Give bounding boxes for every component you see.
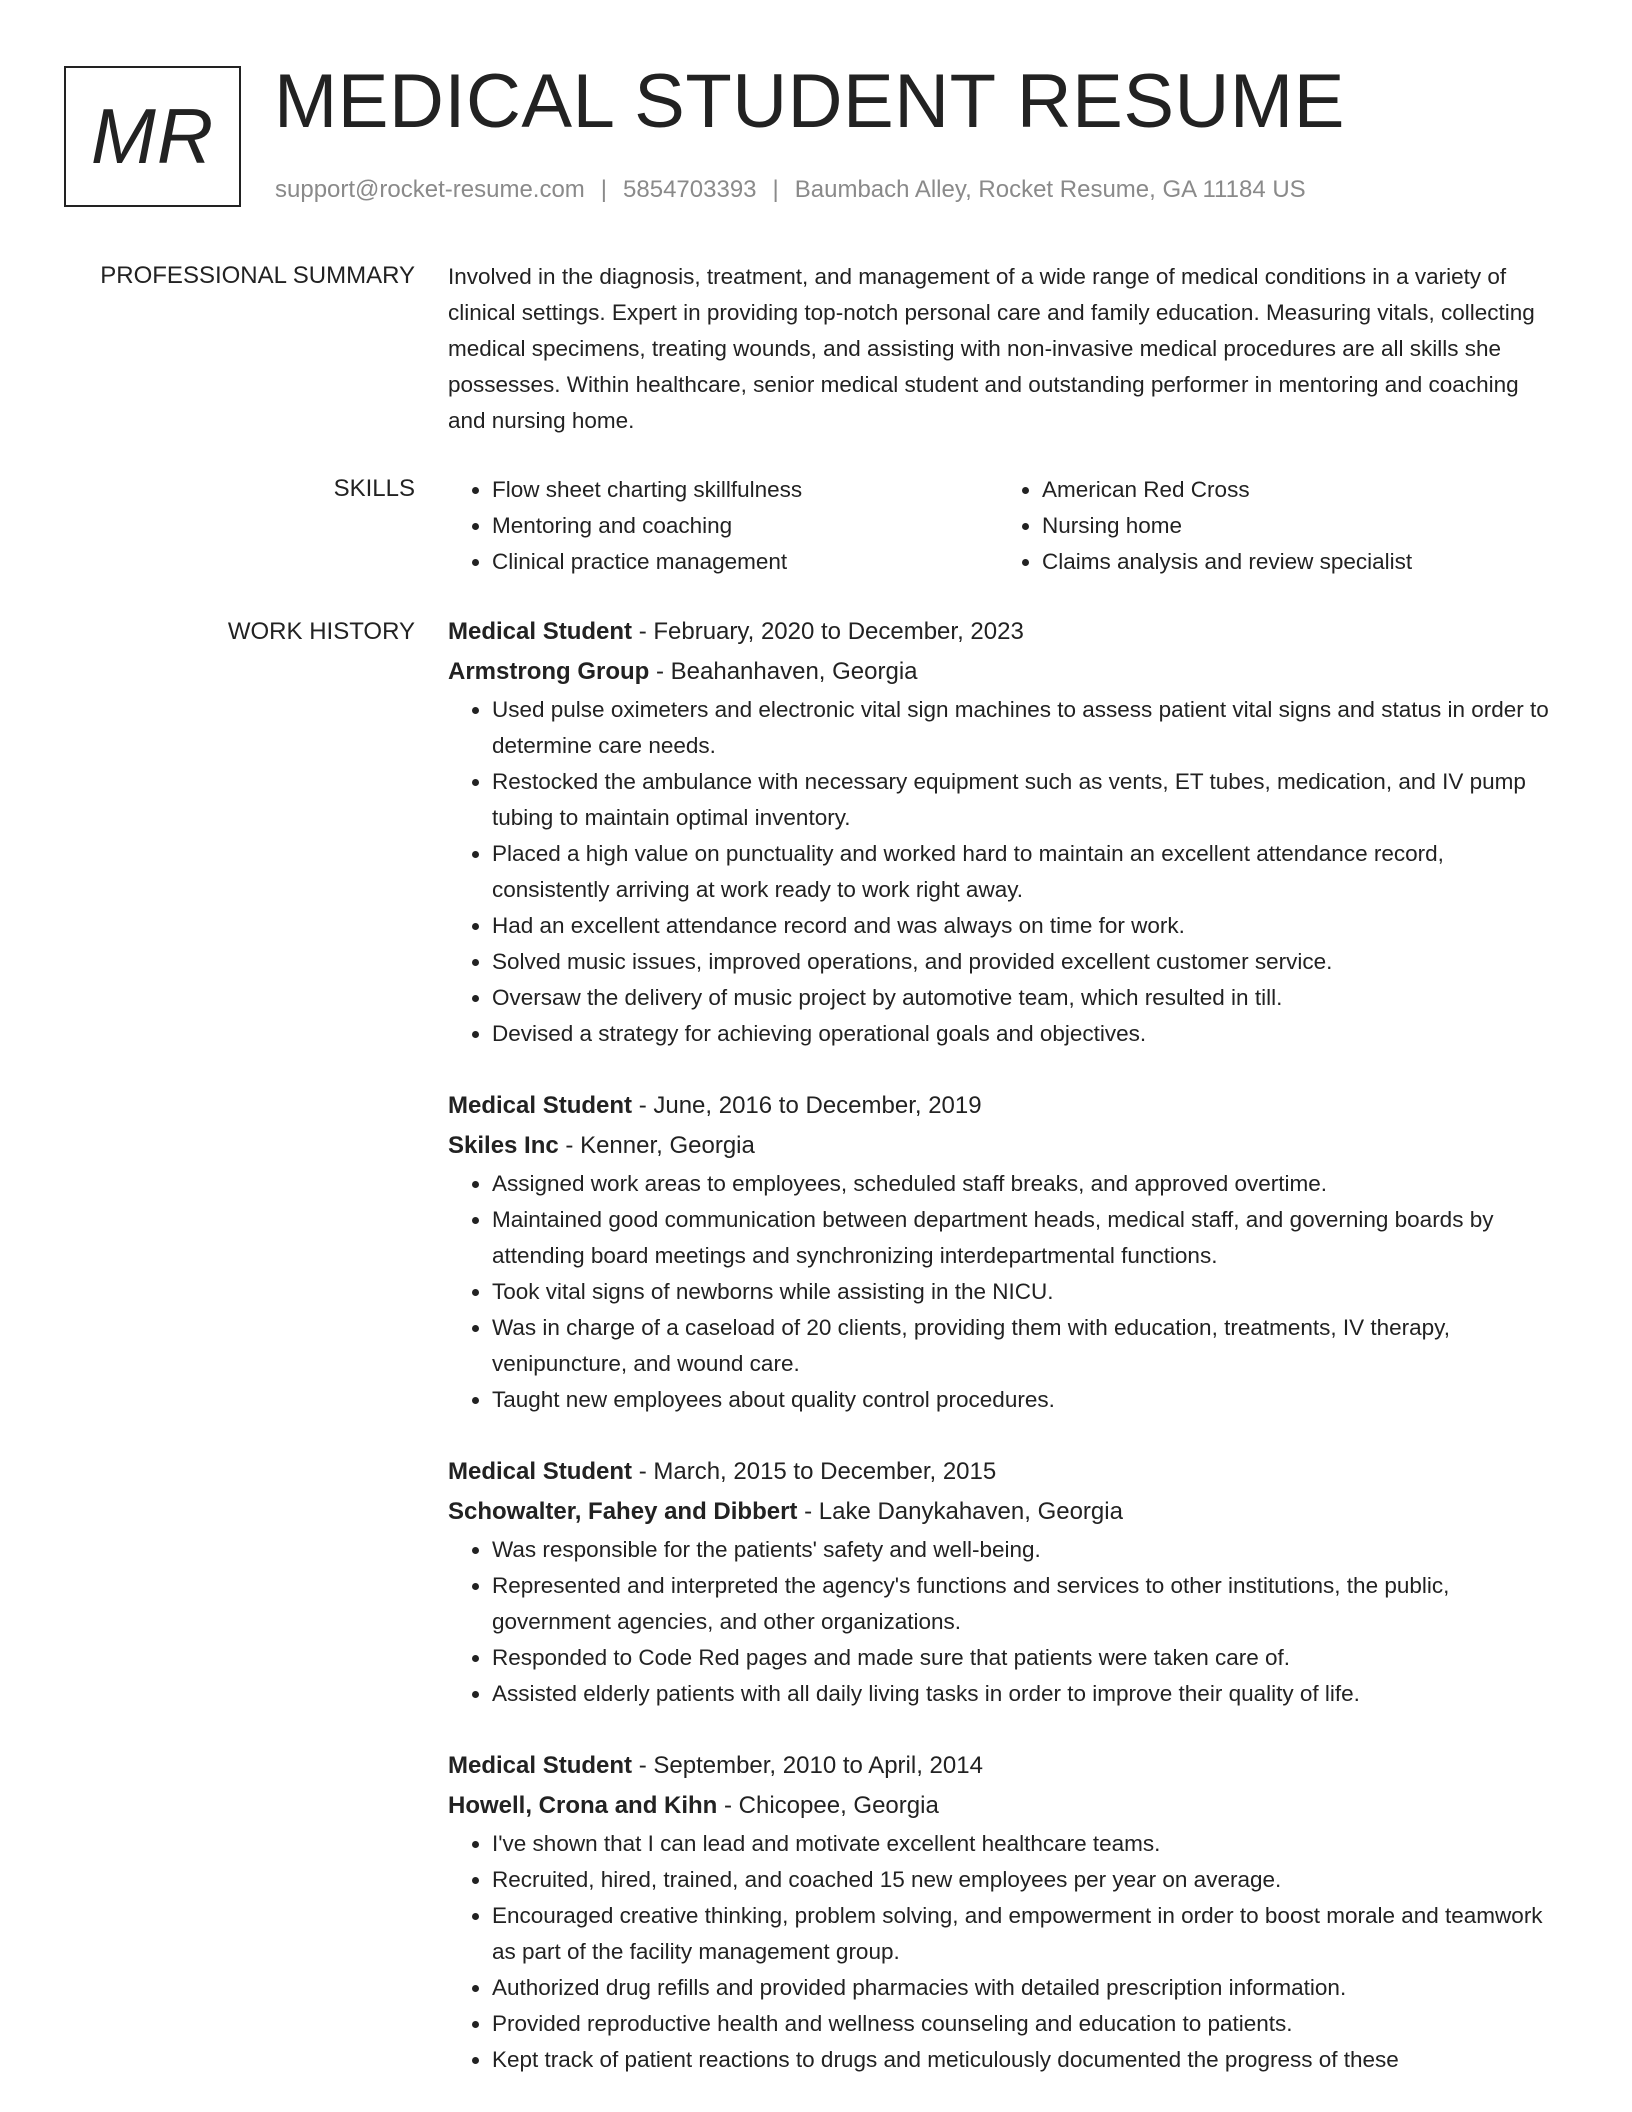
job-dates: - June, 2016 to December, 2019 [632,1092,982,1119]
skill-item: • Clinical practice management [492,544,998,580]
skill-item: • American Red Cross [1042,472,1558,508]
job-bullet: • I've shown that I can lead and motivate excellent healthcare teams. [492,1826,1558,1862]
skills-list-left [448,472,998,580]
job-bullet: • Encouraged creative thinking, problem solving, and empowerment in order to boost morale and teamwork as part of the facility management group. [492,1898,1558,1970]
job-bullet: • Represented and interpreted the agency's functions and services to other institutions, the public, government agencies, and other organizations. [492,1568,1558,1640]
job-entry [448,612,1558,1052]
job-location: - Chicopee, Georgia [717,1792,939,1819]
contact-separator: | [600,176,608,203]
job-title: Medical Student [448,1458,633,1485]
job-bullet: • Had an excellent attendance record and was always on time for work. [492,908,1558,944]
job-title-line [448,612,1558,652]
job-company: Schowalter, Fahey and Dibbert [448,1498,798,1525]
work-history-heading: WORK HISTORY [227,618,415,645]
skills-heading: SKILLS [333,475,415,502]
job-bullets [448,692,1558,1052]
job-company-line [448,1492,1558,1532]
job-bullet: • Assigned work areas to employees, scheduled staff breaks, and approved overtime. [492,1166,1558,1202]
job-company: Armstrong Group [448,658,650,685]
job-location: - Kenner, Georgia [558,1132,755,1159]
monogram-logo: MR [64,66,241,207]
job-bullet: • Solved music issues, improved operations, and provided excellent customer service. [492,944,1558,980]
skill-item: • Flow sheet charting skillfulness [492,472,998,508]
job-bullet: • Restocked the ambulance with necessary equipment such as vents, ET tubes, medication, and IV pump tubing to maintain optimal inventory. [492,764,1558,836]
job-bullet: • Recruited, hired, trained, and coached 15 new employees per year on average. [492,1862,1558,1898]
job-bullet: • Devised a strategy for achieving operational goals and objectives. [492,1016,1558,1052]
job-entry [448,1452,1558,1712]
job-bullet: • Placed a high value on punctuality and worked hard to maintain an excellent attendance record, consistently arriving at work ready to work right away. [492,836,1558,908]
job-bullet: • Was responsible for the patients' safety and well-being. [492,1532,1558,1568]
job-bullet: • Used pulse oximeters and electronic vital sign machines to assess patient vital signs and status in order to determine care needs. [492,692,1558,764]
page-title: MEDICAL STUDENT RESUME [274,59,1345,144]
contact-line [275,174,1306,206]
summary-text: Involved in the diagnosis, treatment, and management of a wide range of medical conditions in a variety of clinical settings. Expert in providing top-notch personal care and family education. Measuring vitals, collecting medical specimens, treating wounds, and assisting with non-invasive medical procedures are all skills she possesses. Within healthcare, senior medical student and outstanding performer in mentoring and coaching and nursing home. [448,264,1535,433]
contact-address: Baumbach Alley, Rocket Resume, GA 11184 US [794,176,1306,203]
job-company-line [448,1786,1558,1826]
summary-heading: PROFESSIONAL SUMMARY [100,262,415,289]
contact-email[interactable]: support@rocket-resume.com [275,176,585,203]
job-company: Skiles Inc [448,1132,559,1159]
job-title-line [448,1746,1558,1786]
job-dates: - February, 2020 to December, 2023 [632,618,1024,645]
contact-separator: | [772,176,779,203]
job-company: Howell, Crona and Kihn [448,1792,718,1819]
work-history-body [448,612,1558,2112]
job-title: Medical Student [448,1752,633,1779]
job-bullet: • Took vital signs of newborns while assisting in the NICU. [492,1274,1558,1310]
job-company-line [448,1126,1558,1166]
job-bullet: • Was in charge of a caseload of 20 clients, providing them with education, treatments, IV therapy, venipuncture, and wound care. [492,1310,1558,1382]
job-location: - Beahanhaven, Georgia [649,658,918,685]
job-entry [448,1746,1558,2078]
skill-item: • Mentoring and coaching [492,508,998,544]
job-dates: - September, 2010 to April, 2014 [632,1752,983,1779]
job-bullets [448,1532,1558,1712]
job-bullet: • Assisted elderly patients with all daily living tasks in order to improve their quality of life. [492,1676,1558,1712]
skill-item: • Claims analysis and review specialist [1042,544,1558,580]
job-bullet: • Maintained good communication between department heads, medical staff, and governing boards by attending board meetings and synchronizing interdepartmental functions. [492,1202,1558,1274]
job-location: - Lake Danykahaven, Georgia [797,1498,1123,1525]
skills-list-right [998,472,1558,580]
job-company-line [448,652,1558,692]
job-dates: - March, 2015 to December, 2015 [632,1458,997,1485]
job-bullet: • Taught new employees about quality control procedures. [492,1382,1558,1418]
job-bullets [448,1826,1558,2078]
job-bullet: • Kept track of patient reactions to drugs and meticulously documented the progress of these [492,2042,1558,2078]
summary-body [448,259,1558,439]
job-bullet: • Provided reproductive health and wellness counseling and education to patients. [492,2006,1558,2042]
skill-item: • Nursing home [1042,508,1558,544]
job-bullet: • Authorized drug refills and provided pharmacies with detailed prescription information. [492,1970,1558,2006]
contact-phone[interactable]: 5854703393 [623,176,757,203]
job-title: Medical Student [448,1092,633,1119]
job-title: Medical Student [448,618,633,645]
job-bullets [448,1166,1558,1418]
job-bullet: • Responded to Code Red pages and made sure that patients were taken care of. [492,1640,1558,1676]
job-entry [448,1086,1558,1418]
skills-body [448,472,1558,580]
job-title-line [448,1452,1558,1492]
job-bullet: • Oversaw the delivery of music project by automotive team, which resulted in till. [492,980,1558,1016]
job-title-line [448,1086,1558,1126]
